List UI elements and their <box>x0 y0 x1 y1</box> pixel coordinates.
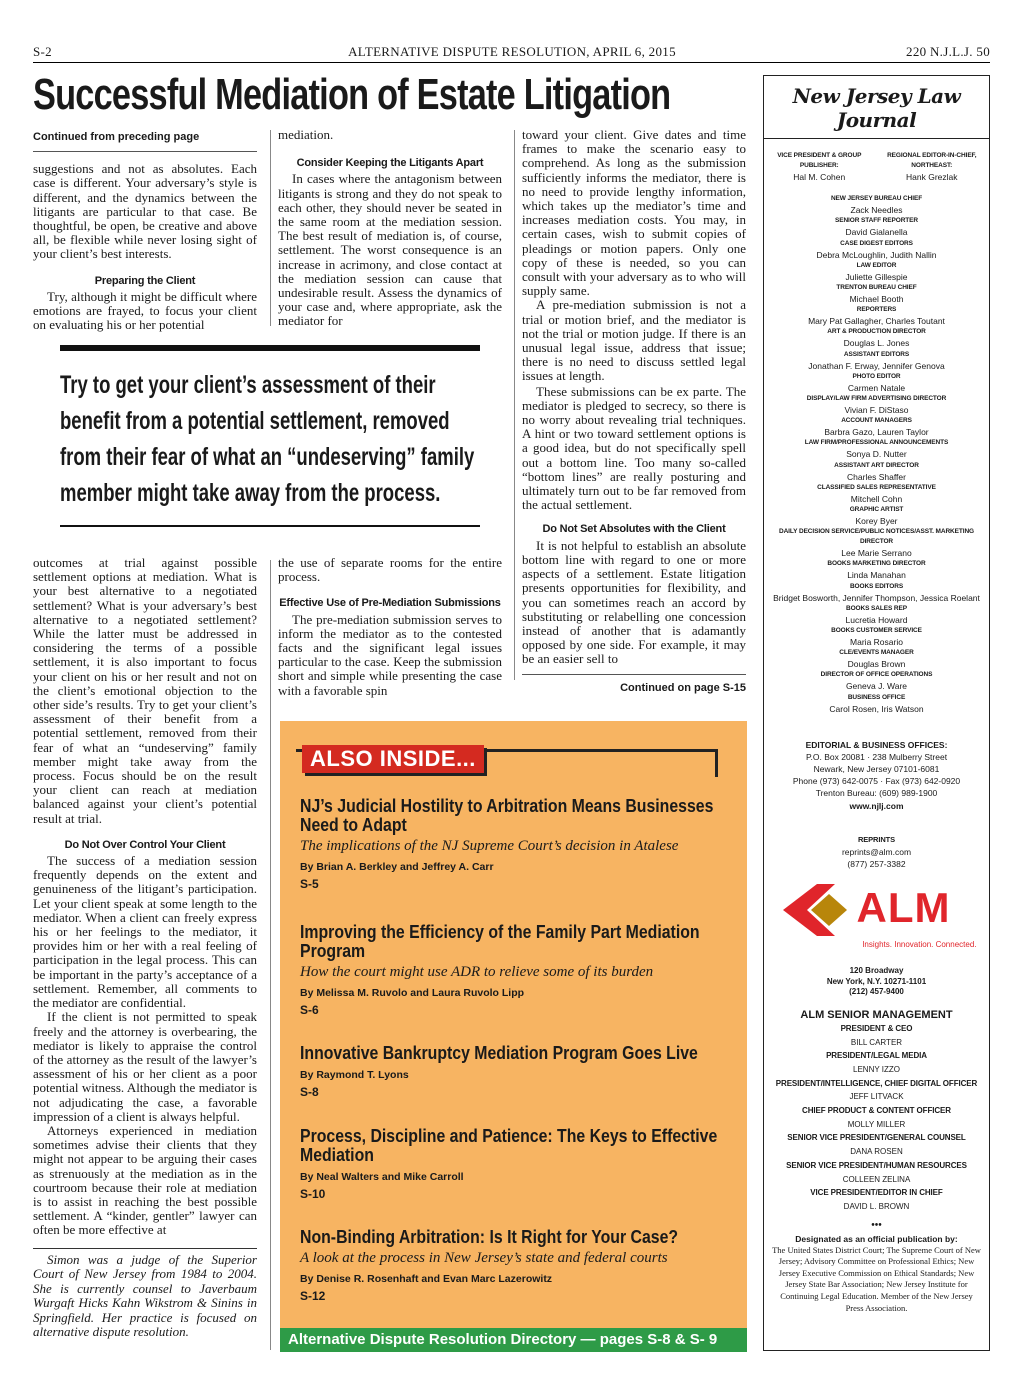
paragraph: Try, although it might be difficult where emotions are frayed, to focus your client on evaluating his or her potential <box>33 288 257 333</box>
staff-role: TRENTON BUREAU CHIEF <box>836 284 917 292</box>
staff-role: LAW EDITOR <box>856 261 897 269</box>
section-date-line: ALTERNATIVE DISPUTE RESOLUTION, APRIL 6, 2015 <box>348 44 676 59</box>
staff-name: Vivian F. DiStaso <box>844 405 909 416</box>
paragraph: The pre-mediation submission serves to inform the mediator as to the contested facts and the significant legal issues particular to the case. Keep the submission short and simple while presenting the case with a favorable spin <box>278 611 502 698</box>
alm-logo <box>777 880 977 960</box>
paragraph: toward your client. Give dates and time frames to make the scenario easy to comprehend. As long as the submission sufficiently informs the mediator, there is no need to provide lengthy information, which takes up the mediator’s time and increases mediation costs. You may, in certain cases, wish to submit copies of pleadings or motion papers. Only one copy of these is needed, so you can consult with your adversary as to who will supply same. <box>522 127 746 299</box>
paragraph: If the client is not permitted to speak freely and the attorney is overbearing, the mediator is likely to appraise the control of the attorney as the result of the lawyer’s assessment of his or her client as a poor potential witness. Although the mediator is not adjudicating the case, a favorable impression of a client is always helpful. <box>33 1009 257 1124</box>
staff-role: REPORTERS <box>856 306 897 314</box>
staff-role: CLE/EVENTS MANAGER <box>839 649 914 657</box>
designated-text: The United States District Court; The Supreme Court of New Jersey; Advisory Committee on Professional Ethics; New Jersey Executive Commission on Ethical Standards; New Jersey State Bar Association; New Jersey Institute for Continuing Legal Education. Member of the New Jersey Press Association. <box>772 1244 981 1313</box>
also-inside-badge <box>296 745 718 777</box>
staff-role: BOOKS CUSTOMER SERVICE <box>831 627 922 635</box>
article-headline: Successful Mediation of Estate Litigation <box>33 70 671 119</box>
story-byline: By Neal Walters and Mike Carroll <box>300 1171 464 1183</box>
staff-role: VICE PRESIDENT & GROUP PUBLISHER: <box>777 152 862 169</box>
offices-block <box>764 739 989 812</box>
story-byline: By Raymond T. Lyons <box>300 1069 409 1081</box>
publisher-editor-row <box>764 151 989 183</box>
staff-name: Carol Rosen, Iris Watson <box>829 703 924 714</box>
staff-name: Charles Shaffer <box>847 471 906 482</box>
story-title: NJ’s Judicial Hostility to Arbitration Means Businesses Need to Adapt <box>300 796 714 835</box>
management-name: LENNY IZZO <box>853 1064 900 1074</box>
staff-name: Juliette Gillespie <box>845 271 908 282</box>
staff-name: Barbra Gazo, Lauren Taylor <box>824 427 929 438</box>
staff-name: Carmen Natale <box>847 382 906 393</box>
header-rule <box>33 62 990 63</box>
paragraph: the use of separate rooms for the entire process. <box>278 555 502 585</box>
address-line: New York, N.Y. 10271-1101 <box>826 976 927 986</box>
also-inside-box <box>280 721 747 1352</box>
page-number: S-2 <box>33 44 52 59</box>
management-name: BILL CARTER <box>850 1037 903 1047</box>
staff-role: NEW JERSEY BUREAU CHIEF <box>830 195 923 203</box>
story-teaser[interactable] <box>300 1044 730 1099</box>
management-name: MOLLY MILLER <box>847 1119 906 1129</box>
masthead <box>763 75 990 1351</box>
story-page: S-10 <box>300 1187 326 1201</box>
volume-citation: 220 N.J.L.J. 50 <box>906 44 990 59</box>
story-deck: A look at the process in New Jersey’s state and federal courts <box>300 1250 668 1266</box>
column-rule <box>270 560 271 1350</box>
address-line: 120 Broadway <box>849 966 904 976</box>
management-name: DANA ROSEN <box>850 1147 903 1157</box>
story-teaser[interactable] <box>300 1228 730 1303</box>
alm-address <box>764 966 989 998</box>
staff-role: ASSISTANT ART DIRECTOR <box>834 461 919 469</box>
alm-wordmark: ALM <box>856 884 951 932</box>
staff-name: Lucretia Howard <box>845 614 908 625</box>
staff-role: REGIONAL EDITOR-IN-CHIEF, NORTHEAST: <box>887 152 977 169</box>
reprints-heading: REPRINTS <box>857 834 896 844</box>
staff-role: CLASSIFIED SALES REPRESENTATIVE <box>817 483 936 491</box>
staff-role: ASSISTANT EDITORS <box>843 350 910 358</box>
staff-name: Hank Grezlak <box>906 172 958 182</box>
offices-line: P.O. Box 20081 · 238 Mulberry Street <box>805 751 948 762</box>
management-role: SENIOR VICE PRESIDENT/HUMAN RESOURCES <box>786 1160 967 1170</box>
masthead-rule <box>764 138 989 139</box>
also-inside-label: ALSO INSIDE... <box>302 745 484 773</box>
story-page: S-5 <box>300 877 319 891</box>
story-deck: The implications of the NJ Supreme Court’s decision in Atalese <box>300 838 679 854</box>
paragraph: outcomes at trial against possible settlement options at mediation. What is your best alternative to a negotiated settlement? What is your adversary’s best alternative to a negotiated settlement? While the latter must be addressed in considering the terms of a possible settlement, it is also important to focus your client on his or her result and not on the client’s emotional objection to the other side’s results. Try to get your client’s assessment of their benefit from a potential settlement, removed from their fear of what an “undeserving” family member might take away from the process. Focus should be on the result your client can reach at mediation balanced against your client’s potential result at trial. <box>33 555 257 826</box>
publication-title: New Jersey Law Journal <box>792 84 961 132</box>
staff-role: ACCOUNT MANAGERS <box>841 417 912 425</box>
staff-role: BOOKS SALES REP <box>846 604 907 612</box>
continued-from-label: Continued from preceding page <box>33 130 257 152</box>
continued-on-label: Continued on page S-15 <box>522 674 746 695</box>
staff-name: Douglas L. Jones <box>843 338 910 349</box>
staff-role: DISPLAY/LAW FIRM ADVERTISING DIRECTOR <box>806 395 947 403</box>
paragraph: These submissions can be ex parte. The mediator is pledged to secrecy, so there is no worry about revealing trial techniques. A hint or two toward settlement options is a good idea, but do not specifically spell out a bottom line. Too many so-called “bottom lines” are really posturing and ultimately turn out to be far removed from the actual settlement. <box>522 383 746 513</box>
designated-heading: Designated as an official publication by: <box>795 1233 958 1244</box>
staff-role: PHOTO EDITOR <box>852 372 901 380</box>
staff-name: Bridget Bosworth, Jennifer Thompson, Jessica Roelant <box>773 592 980 603</box>
management-role: PRESIDENT/INTELLIGENCE, CHIEF DIGITAL OFFICER <box>775 1078 978 1088</box>
paragraph: suggestions and not as absolutes. Each case is different. Your adversary’s style is different, and the dynamics between the litigants are particular to that case. Be thoughtful, be open, be creative and above all, be flexible while never losing sight of your client’s best interests. <box>33 161 257 262</box>
staff-name: Michael Booth <box>849 294 904 305</box>
paragraph: The success of a mediation session frequently depends on the extent and genuineness of the litigant’s participation. Let your client speak at some length to the mediator. When a client can freely express his or her feelings to the mediator, it provides him or her with a real feeling of participation in the legal process. This can be important in the party’s acceptance of a settlement. Remember, all comments to the mediator are confidential. <box>33 853 257 1011</box>
staff-name: Sonya D. Nutter <box>846 449 907 460</box>
management-role: SENIOR VICE PRESIDENT/GENERAL COUNSEL <box>787 1133 966 1143</box>
subhead-litigants-apart: Consider Keeping the Litigants Apart <box>296 157 484 170</box>
staff-role: LAW FIRM/PROFESSIONAL ANNOUNCEMENTS <box>804 439 949 447</box>
story-teaser[interactable] <box>300 1127 730 1201</box>
story-byline: By Melissa M. Ruvolo and Laura Ruvolo Lipp <box>300 987 525 999</box>
story-title: Non-Binding Arbitration: Is It Right for Your Case? <box>300 1227 679 1247</box>
paragraph: In cases where the antagonism between litigants is strong and they do not speak to each other, they should never be seated in the same room at the mediation session. The best result of mediation is, of course, settlement. The worst consequence is an increase in acrimony, and close contact at the mediation session can cause that undesirable result. Assess the dynamics of your case and, where appropriate, ask the mediator for <box>278 171 502 329</box>
column-rule <box>514 130 515 680</box>
column-rule <box>270 130 271 326</box>
staff-name: Douglas Brown <box>847 659 906 670</box>
offices-heading: EDITORIAL & BUSINESS OFFICES: <box>805 739 948 750</box>
directory-banner[interactable]: Alternative Dispute Resolution Directory — pages S-8 & S- 9 <box>280 1328 747 1352</box>
website-link[interactable]: www.njlj.com <box>849 800 904 811</box>
column-1-bottom <box>33 556 257 1340</box>
staff-name: Jonathan F. Erway, Jennifer Genova <box>808 360 945 371</box>
offices-line: Trenton Bureau: (609) 989-1900 <box>815 788 938 799</box>
staff-name: Hal M. Cohen <box>793 172 846 182</box>
management-role: VICE PRESIDENT/EDITOR IN CHIEF <box>810 1188 943 1198</box>
story-byline: By Denise R. Rosenhaft and Evan Marc Lazerowitz <box>300 1273 553 1285</box>
management-heading: ALM SENIOR MANAGEMENT <box>800 1008 953 1021</box>
reprints-phone: (877) 257-3382 <box>847 859 906 870</box>
staff-name: Lee Marie Serrano <box>841 548 912 559</box>
management-name: DAVID L. BROWN <box>843 1201 910 1211</box>
staff-name: Geneva J. Ware <box>845 681 908 692</box>
story-page: S-6 <box>300 1003 319 1017</box>
story-title: Process, Discipline and Patience: The Keys to Effective Mediation <box>300 1126 718 1165</box>
story-page: S-12 <box>300 1289 326 1303</box>
management-role: CHIEF PRODUCT & CONTENT OFFICER <box>802 1106 951 1116</box>
column-3 <box>522 128 746 695</box>
staff-name: David Gialanella <box>845 227 908 238</box>
staff-name: Mitchell Cohn <box>850 493 903 504</box>
management-name: JEFF LITVACK <box>849 1092 904 1102</box>
staff-role: DAILY DECISION SERVICE/PUBLIC NOTICES/ASST. MARKETING DIRECTOR <box>778 528 975 546</box>
subhead-preparing-client: Preparing the Client <box>94 274 196 287</box>
story-teaser[interactable] <box>300 797 730 891</box>
staff-name: Debra McLoughlin, Judith Nallin <box>816 249 937 260</box>
subhead-no-absolutes: Do Not Set Absolutes with the Client <box>542 523 726 536</box>
staff-name: Korey Byer <box>855 516 898 527</box>
paragraph: A pre-mediation submission is not a trial or motion brief, and the mediator is not the trial or motion judge. If there is an unusual legal issue, address that issue; there is no need to discuss settled legal issues at length. <box>522 297 746 384</box>
staff-role: BOOKS EDITORS <box>849 582 904 590</box>
management-role: PRESIDENT/LEGAL MEDIA <box>826 1051 927 1061</box>
pull-quote-text: Try to get your client’s assessment of their benefit from a potential settlement, removed from their fear of what an “undeserving” family member might take away from the process. <box>60 371 475 507</box>
subhead-over-control: Do Not Over Control Your Client <box>64 838 226 851</box>
story-teaser[interactable] <box>300 923 730 1017</box>
column-2-top <box>278 128 502 329</box>
staff-list <box>764 194 989 715</box>
staff-name: Zack Needles <box>850 205 903 216</box>
paragraph: mediation. <box>278 127 334 142</box>
staff-role: DIRECTOR OF OFFICE OPERATIONS <box>820 671 933 679</box>
staff-role: ART & PRODUCTION DIRECTOR <box>827 328 926 336</box>
staff-name: Mary Pat Gallagher, Charles Toutant <box>808 316 945 327</box>
author-bio <box>33 1248 257 1340</box>
column-1-top <box>33 130 257 332</box>
staff-role: BOOKS MARKETING DIRECTOR <box>827 560 926 568</box>
subhead-pre-mediation: Effective Use of Pre-Mediation Submissions <box>279 597 501 610</box>
reprints-email[interactable]: reprints@alm.com <box>841 846 912 857</box>
staff-role: CASE DIGEST EDITORS <box>840 239 913 247</box>
paragraph: Attorneys experienced in mediation sometimes advise their clients that they might not appear to be arguing their cases as strenuously at the mediation as in the courtroom because their role at mediation is to assist in reaching the best possible settlement. A “kinder, gentler” lawyer can often be more effective at <box>33 1122 257 1238</box>
senior-management <box>764 1008 989 1214</box>
offices-line: Newark, New Jersey 07101-6081 <box>813 764 940 775</box>
staff-name: Maria Rosario <box>850 637 903 648</box>
staff-role: BUSINESS OFFICE <box>847 693 906 701</box>
reprints-block <box>764 834 989 870</box>
story-byline: By Brian A. Berkley and Jeffrey A. Carr <box>300 861 494 873</box>
management-role: PRESIDENT & CEO <box>840 1023 913 1033</box>
alm-tagline: Insights. Innovation. Connected. <box>862 940 977 950</box>
paragraph: It is not helpful to establish an absolute bottom line with regard to one or more aspects of a settlement. Estate litigation presents opportunities for flexibility, and you can sometimes reach an accord by substituting or relabelling one concession instead of another that is adamantly opposed by one side. For example, it may be an easier sell to <box>522 537 746 667</box>
author-bio-text: Simon was a judge of the Superior Court of New Jersey from 1984 to 2004. She is currently counsel to Javerbaum Wurgaft Hicks Kahn Wikstrom & Sinins in Springfield. Her practice is focused on alternative dispute resolution. <box>33 1251 257 1340</box>
pull-quote <box>60 345 480 527</box>
column-2-bottom <box>278 556 502 698</box>
story-page: S-8 <box>300 1085 319 1099</box>
story-title: Improving the Efficiency of the Family Part Mediation Program <box>300 922 700 961</box>
management-name: COLLEEN ZELINA <box>842 1174 911 1184</box>
offices-line: Phone (973) 642-0075 · Fax (973) 642-0920 <box>792 776 961 787</box>
separator-dots: ••• <box>871 1219 882 1231</box>
staff-role: SENIOR STAFF REPORTER <box>834 217 918 225</box>
story-title: Innovative Bankruptcy Mediation Program Goes Live <box>300 1043 698 1063</box>
staff-name: Linda Manahan <box>847 570 906 581</box>
address-line: (212) 457-9400 <box>849 987 904 997</box>
pull-quote-bottom-rule <box>60 525 480 527</box>
staff-role: GRAPHIC ARTIST <box>849 506 904 514</box>
story-deck: How the court might use ADR to relieve some of its burden <box>300 964 654 980</box>
